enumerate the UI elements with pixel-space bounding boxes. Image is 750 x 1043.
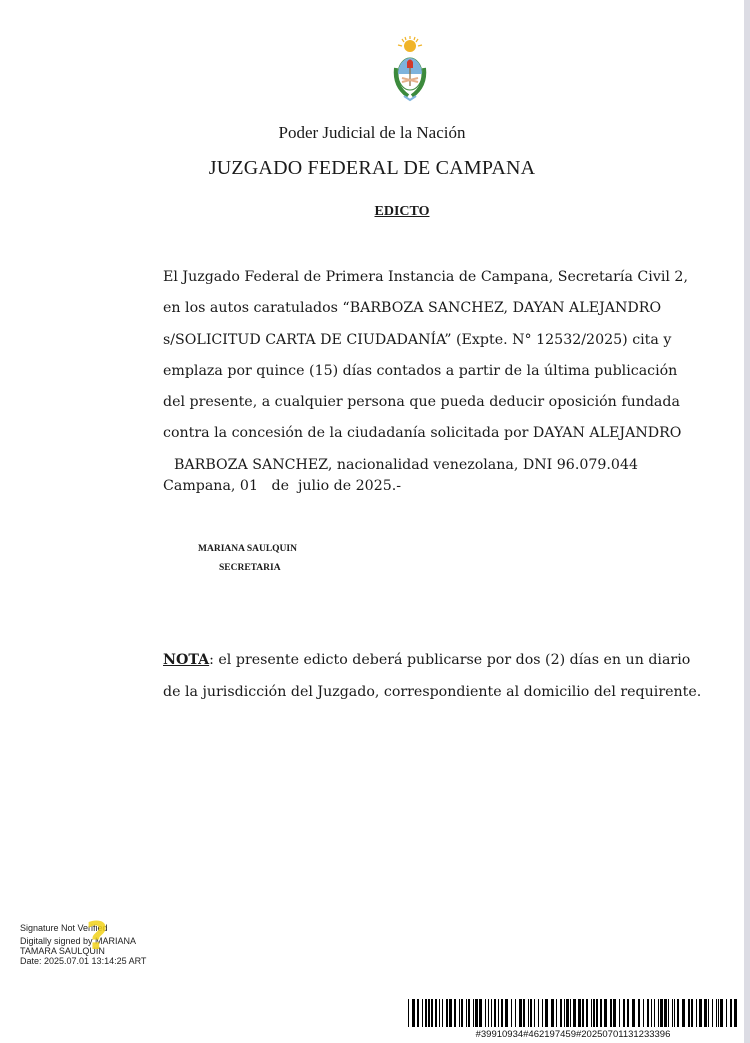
body-line: BARBOZA SANCHEZ, nacionalidad venezolana, DNI 96.079.044 [174, 456, 639, 473]
scrollbar[interactable] [744, 0, 750, 1043]
date-line: Campana, 01 de julio de 2025.- [163, 478, 402, 494]
nota-text: : el presente edicto deberá publicarse por dos (2) días en un diario [209, 652, 691, 668]
sun-icon [398, 36, 422, 52]
court-name: JUZGADO FEDERAL DE CAMPANA [208, 157, 536, 179]
signature-date: Date: 2025.07.01 13:14:25 ART [20, 956, 147, 966]
signatory-name: MARIANA SAULQUIN [198, 544, 297, 554]
body-line: s/SOLICITUD CARTA DE CIUDADANÍA” (Expte. N° 12532/2025) cita y [163, 331, 672, 348]
document-type-heading: EDICTO [374, 204, 430, 219]
body-line: emplaza por quince (15) días contados a partir de la última publicación [163, 362, 678, 379]
body-line: El Juzgado Federal de Primera Instancia de Campana, Secretaría Civil 2, [163, 269, 688, 285]
digital-signature-block[interactable] [20, 923, 146, 966]
signatory-role: SECRETARIA [219, 563, 281, 573]
nota-line: de la jurisdicción del Juzgado, correspondiente al domicilio del requirente. [163, 684, 702, 700]
body-line: contra la concesión de la ciudadanía solicitada por DAYAN ALEJANDRO [163, 425, 682, 442]
barcode-text: #39910934#462197459#20250701131233396 [475, 1029, 671, 1040]
barcode [408, 999, 738, 1027]
nota-section [163, 644, 702, 708]
signed-by-line: Digitally signed by MARIANA [20, 936, 137, 946]
edict-body [163, 262, 688, 481]
body-line: del presente, a cualquier persona que pueda deducir oposición fundada [163, 394, 680, 411]
body-line: en los autos caratulados “BARBOZA SANCHEZ, DAYAN ALEJANDRO [163, 300, 662, 317]
signed-by-line: TAMARA SAULQUIN [20, 946, 105, 956]
coat-of-arms-icon [386, 34, 434, 104]
question-mark-icon: ? [86, 914, 109, 958]
signature-status: Signature Not Verified [20, 923, 108, 933]
nota-label: NOTA [163, 652, 210, 668]
nota-line [163, 644, 691, 676]
organization-name: Poder Judicial de la Nación [278, 123, 466, 142]
